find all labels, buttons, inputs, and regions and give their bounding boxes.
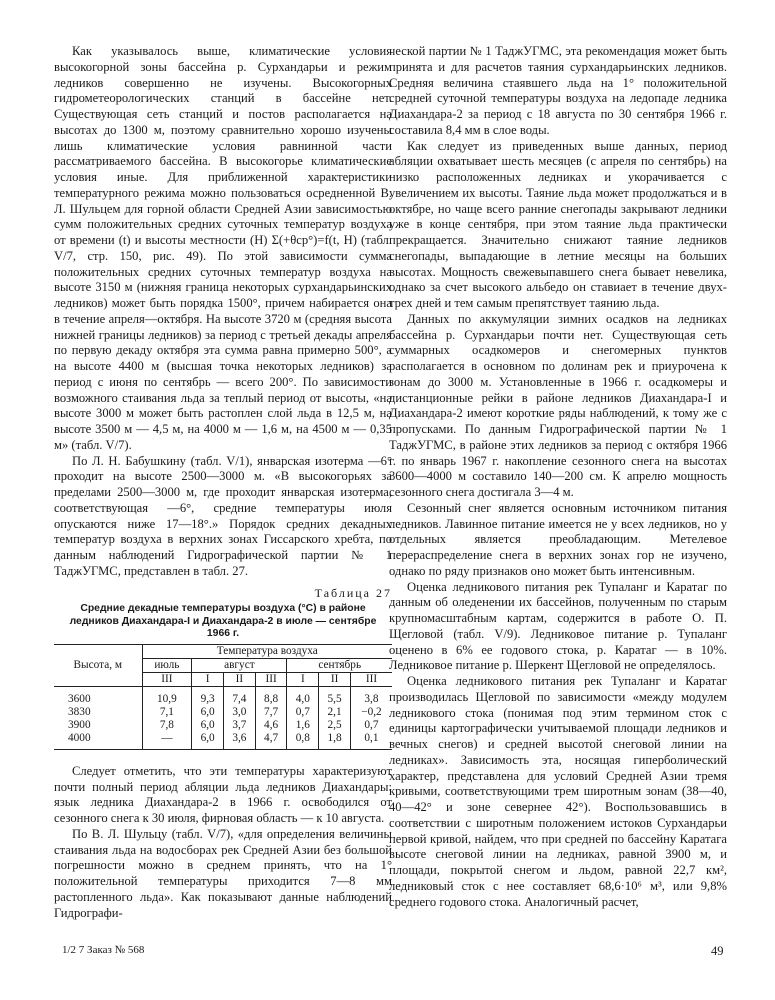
cell-value: —: [142, 732, 192, 750]
paragraph-shults: По В. Л. Шульцу (табл. V/7), «для определения величины стаивания льда на водосборах рек Средней Азии без большой погрешности можно в среднем принять, что на 1° положительной температуры приходится 7—8 мм растопленного льда». Как показывают данные наблюдений Гидрографи-: [54, 826, 392, 920]
paragraph-ablation: Следует отметить, что эти температуры характеризуют почти полный период абляции льда ледников Диахандары: язык ледника Диахандара-2 в 1966 г. освободился от сезонного снега к 30 июля, фирновая область — к 10 августа.: [54, 763, 392, 825]
table-row: [54, 719, 392, 732]
printer-signature: 1/2 7 Заказ № 568: [62, 944, 145, 956]
header-decade: II: [224, 672, 256, 686]
cell-value: 1,8: [319, 732, 351, 750]
table-row: [54, 706, 392, 719]
cell-value: 6,0: [192, 706, 224, 719]
cell-value: 1,6: [287, 719, 319, 732]
right-column: [389, 44, 727, 910]
cell-value: 7,1: [142, 706, 192, 719]
table-title: Средние декадные температуры воздуха (°C) в районе ледников Диахандара-I и Диахандара-2 в июле — сентябре 1966 г.: [69, 603, 377, 640]
cell-value: 0,8: [287, 732, 319, 750]
header-month-august: август: [192, 658, 287, 672]
table-row: [54, 693, 392, 706]
paragraph-ablation-period: Как следует из приведенных выше данных, период абляции охватывает шесть месяцев (с апреля по сентябрь) на низко расположенных ледниках и укорачивается с увеличением их высоты. Таяние льда может продолжаться и в октябре, но чаще всего ранние снегопады закрывают ледники уже в конце сентября, при этом таяние льда практически прекращается. Значительно снижают таяние ледников снегопады, выпадающие в летние месяцы на больших высотах. Мощность свежевыпавшего снега бывает невелика, однако за счет высокого альбедо он ставиает в течение двух-трех дней и тем самым препятствует таянию льда.: [389, 138, 727, 310]
paragraph-glacier-feeding: Оценка ледникового питания рек Тупаланг и Каратаг по данным об оледенении их бассейнов, полученным по старым крупномасштабным картам, содержится в работе О. П. Щегловой (табл. V/9). Ледниковое питание р. Тупаланг оценено в 6% ее годового стока, р. Каратаг — в 10%. Ледниковое питание р. Шеркент Щегловой не определялось.: [389, 579, 727, 673]
cell-value: 3,7: [224, 719, 256, 732]
paragraph-climate: Как указывалось выше, климатические условия высокогорной зоны бассейна р. Сурхандарьи и режим ледников совершенно не изучены. Высокогорных гидрометеорологических станций в бассейне нет. Существующая сеть станций и постов располагается на высотах до 1300 м, поэтому сравнительно хорошо изучены лишь климатические условия равнинной части рассматриваемого бассейна. В высокогорье климатические условия иные. Для приближенной характеристики температурного режима можно пользоваться осредненной В. Л. Шульцем для горной области Средней Азии зависимостью сумм положительных средних суточных температур воздуха от времени (t) и высоты местности (H) Σ(+θср°)=f(t, H) (табл. V/7, стр. 150, рис. 49). По этой зависимости сумма положительных средних суточных температур воздуха на высоте 3150 м (нижняя граница некоторых сурхандарьинских ледников) может быть порядка 1500°, причем набирается она в течение апреля—октября. На высоте 3720 м (средняя высота нижней границы ледников) за период с третьей декады апреля по первую декаду октября эта сумма равна примерно 500°, а на высоте 4400 м (высшая точка некоторых ледников) за период с июня по сентябрь — всего 200°. По зависимости возможного стаивания льда за теплый период от высоты, «на высоте 3000 м может быть растоплен слой льда в 12,5 м, на высоте 3500 м — 4,5 м, на 4000 м — 1,6 м, на 4500 м — 0,35 м» (табл. V/7).: [54, 44, 392, 452]
header-month-september: сентябрь: [287, 658, 392, 672]
cell-height: 3830: [68, 705, 91, 718]
cell-height: 4000: [54, 732, 142, 750]
cell-value: 7,7: [255, 706, 287, 719]
paragraph-seasonal-snow: Сезонный снег является основным источником питания ледников. Лавинное питание имеется не у всех ледников, но у отдельных является преобладающим. Метелевое перераспределение снега в верхних зонах гор не изучено, однако по ряду признаков оно может быть интенсивным.: [389, 500, 727, 578]
cell-value: 7,4: [224, 693, 256, 706]
header-decade: I: [192, 672, 224, 686]
header-decade: I: [287, 672, 319, 686]
left-column: [54, 44, 392, 921]
cell-value: 4,7: [255, 732, 287, 750]
header-decade: II: [319, 672, 351, 686]
header-height: Высота, м: [54, 644, 142, 686]
cell-value: 4,0: [287, 693, 319, 706]
header-decade: III: [350, 672, 392, 686]
paragraph-babushkin: По Л. Н. Бабушкину (табл. V/1), январская изотерма —6° проходит на высоте 2500—3000 м. «В высокогорьях за пределами 2500—3000 м, где проходит январская изотерма, соответствующая —6°, средние температуры июля опускаются ниже 17—18°.» Порядок средних декадных температур воздуха в верхних зонах Гиссарского хребта, по данным наблюдений Гидрографической партии № 1 ТаджУГМС, представлен в табл. 27.: [54, 453, 392, 578]
table-row: [54, 732, 392, 750]
paragraph-recommendation: ческой партии № 1 ТаджУГМС, эта рекомендация может быть принята и для расчетов таяния сурхандарьинских ледников. Средняя величина стаявшего льда на 1° положительной средней суточной температуры воздуха на ледопаде ледника Диахандара-2 за период с 18 августа по 30 сентября 1966 г. составила 8,4 мм в слое воды.: [389, 44, 727, 137]
cell-height: 3900: [68, 718, 91, 731]
cell-value: 4,6: [255, 719, 287, 732]
cell-value: 3,6: [224, 732, 256, 750]
cell-value: 10,9: [142, 693, 192, 706]
table-caption: Таблица 27: [314, 585, 392, 600]
header-decade: III: [142, 672, 192, 686]
cell-value: 3,0: [224, 706, 256, 719]
cell-value: 7,8: [142, 719, 192, 732]
cell-value: 6,0: [192, 732, 224, 750]
page-number: 49: [711, 944, 724, 958]
cell-value: −0,2: [350, 706, 392, 719]
cell-value: 2,1: [319, 706, 351, 719]
cell-value: 2,5: [319, 719, 351, 732]
cell-value: 0,1: [350, 732, 392, 750]
header-temperature: Температура воздуха: [142, 644, 392, 658]
paragraph-accumulation: Данных по аккумуляции зимних осадков на ледниках бассейна р. Сурхандарьи почти нет. Существующая сеть суммарных осадкомеров и снегомерных пунктов располагается в основном по долинам рек и приурочена к зонам до 3000 м. Установленные в 1966 г. осадкомеры и дистанционные рейки в районе ледников Диахандара-I и Диахандара-2 имеют короткие ряды наблюдений, к тому же с пропусками. По данным Гидрографической партии № 1 ТаджУГМС, в районе этих ледников за период с октября 1966 г. по январь 1967 г. накопление сезонного снега на высотах 3600—4000 м составило 140—200 см. К апрелю мощность сезонного снега достигала 3—4 м.: [389, 311, 727, 499]
header-month-july: июль: [142, 658, 192, 672]
cell-value: 3,8: [350, 693, 392, 706]
cell-value: 0,7: [350, 719, 392, 732]
cell-value: 8,8: [255, 693, 287, 706]
cell-value: 0,7: [287, 706, 319, 719]
temperature-table: [54, 644, 392, 750]
header-decade: III: [255, 672, 287, 686]
cell-value: 5,5: [319, 693, 351, 706]
cell-value: 6,0: [192, 719, 224, 732]
paragraph-shcheglova: Оценка ледникового питания рек Тупаланг и Каратаг производилась Щегловой по зависимости «между модулем ледникового стока (понимая под этим термином сток с единицы картографически учитываемой площади ледников и вечных снегов) и средней высотой снеговой линии на ледниках». Зависимость эта, носящая гиперболический характер, представлена для условий Средней Азии тремя кривыми, соответствующими трем широтным зонам (38—40, 40—42° и зоне севернее 42°). Воспользовавшись в соответствии с широтным положением истоков Сурхандарьи первой кривой, найдем, что при средней по бассейну Каратага высоте снеговой линии на ледниках, равной 3900 м, и площади, покрытой снегом и льдом, равной 22,7 км², ледниковый сток с нее составляет 68,6·10⁶ м³, или 9,8% среднего годового стока. Аналогичный расчет,: [389, 674, 727, 909]
cell-value: 9,3: [192, 693, 224, 706]
cell-height: 3600: [68, 692, 91, 705]
